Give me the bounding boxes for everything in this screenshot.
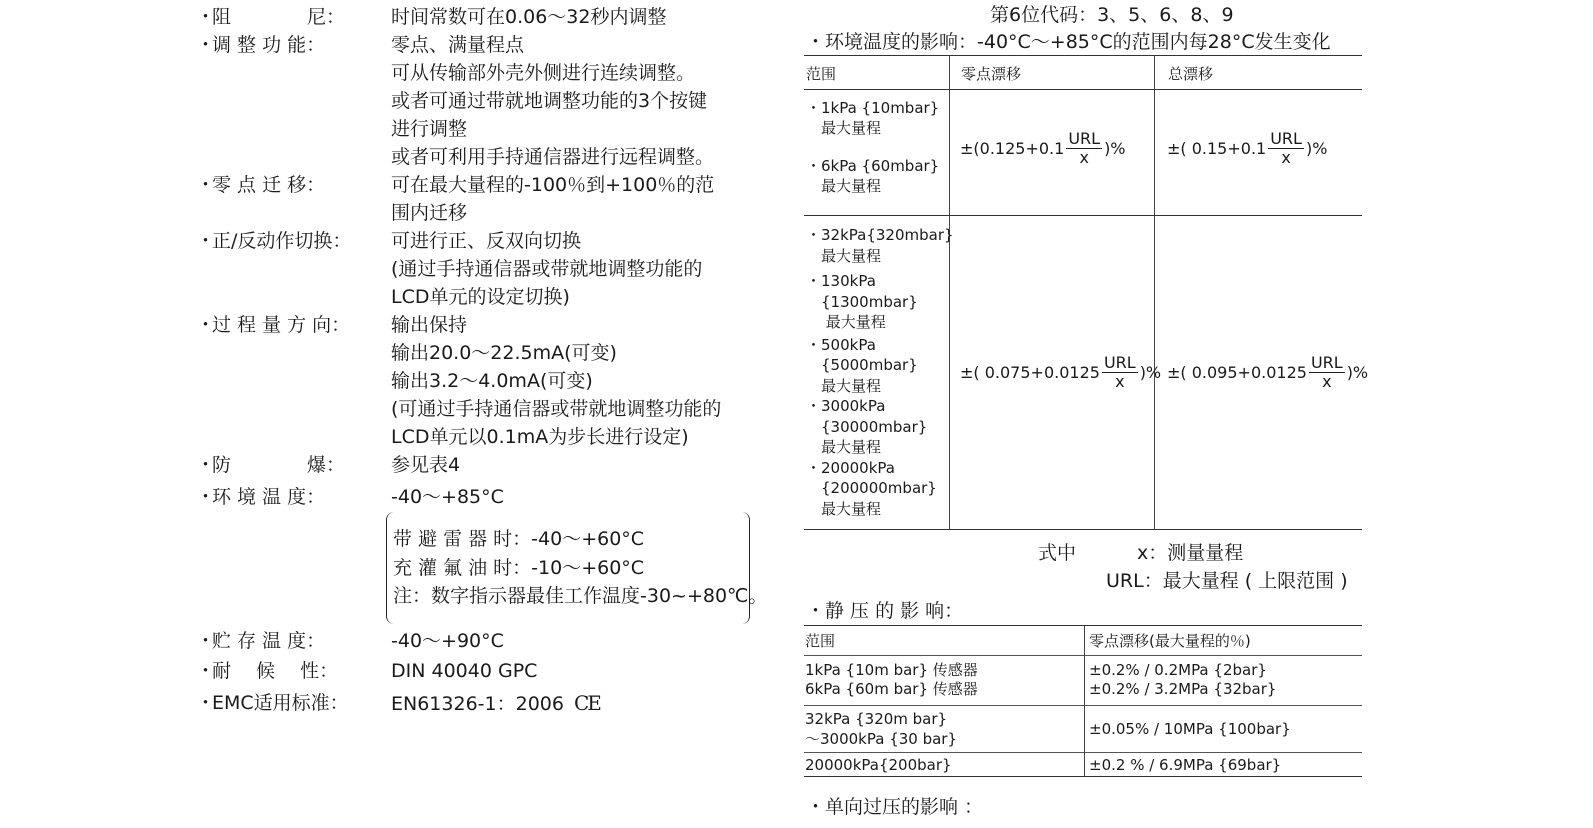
spec-line: 输出3.2～4.0mA(可变) bbox=[391, 370, 593, 392]
static-range bbox=[805, 709, 957, 749]
fraction bbox=[1066, 130, 1102, 167]
table-header: 范围 bbox=[805, 632, 836, 650]
range-line: {1300mbar} bbox=[806, 292, 918, 311]
range-cell bbox=[806, 98, 939, 196]
spec-label: 阻 尼： bbox=[212, 6, 346, 28]
range-line: 最大量程 bbox=[806, 499, 882, 518]
table-rule bbox=[804, 89, 1362, 90]
spec-label: 过 程 量 方 向： bbox=[212, 314, 351, 336]
value-line: ±0.05% / 10MPa {100bar} bbox=[1089, 720, 1291, 738]
spec-line: 可在最大量程的-100％到+100％的范 bbox=[391, 174, 715, 196]
where-label: 式中 bbox=[1038, 542, 1077, 564]
static-range bbox=[805, 661, 978, 699]
fraction-num: URL bbox=[1270, 129, 1302, 148]
range-line: {200000mbar} bbox=[806, 479, 937, 497]
static-value bbox=[1089, 661, 1276, 699]
range-line: ・500kPa bbox=[806, 335, 876, 354]
formula-text: )% bbox=[1104, 139, 1126, 158]
note-line: 充 灌 氟 油 时：-10～+60°C bbox=[393, 557, 645, 579]
range-line: ・130kPa bbox=[806, 272, 876, 290]
range-line: {5000mbar} bbox=[806, 356, 918, 374]
formula-zero-1 bbox=[960, 130, 1126, 167]
table-rule bbox=[804, 625, 1362, 626]
bullet: ・ bbox=[196, 34, 216, 56]
formula-text: )% bbox=[1305, 139, 1328, 158]
spec-line: 或者可利用手持通信器进行远程调整。 bbox=[391, 146, 715, 168]
range-line: 20000kPa{200bar} bbox=[805, 756, 952, 774]
table-rule bbox=[804, 776, 1362, 777]
static-value bbox=[1089, 719, 1291, 739]
table-rule bbox=[1084, 626, 1085, 776]
table-header: 总漂移 bbox=[1168, 65, 1214, 83]
where-url: URL：最大量程 ( 上限范围 ) bbox=[1106, 570, 1348, 592]
bullet: ・ bbox=[196, 630, 216, 652]
table-rule bbox=[1154, 56, 1155, 529]
fraction-num: URL bbox=[1310, 353, 1343, 372]
bullet: ・ bbox=[196, 230, 216, 252]
static-range bbox=[805, 755, 952, 775]
formula-text: ±(0.125+0.1 bbox=[960, 139, 1065, 158]
spec-value bbox=[391, 31, 811, 171]
spec-line: 进行调整 bbox=[391, 118, 468, 140]
formula-total-1 bbox=[1167, 130, 1327, 167]
table-rule bbox=[804, 705, 1362, 706]
spec-label: 零 点 迁 移： bbox=[212, 174, 326, 196]
bullet: ・ bbox=[196, 174, 216, 196]
spec-line: 或者可通过带就地调整功能的3个按键 bbox=[391, 90, 708, 112]
spec-line: -40～+90°C bbox=[391, 630, 504, 652]
table-rule bbox=[804, 655, 1362, 656]
formula-text: )% bbox=[1139, 363, 1162, 382]
fraction bbox=[1102, 354, 1138, 391]
spec-label: 耐 候 性： bbox=[212, 660, 339, 682]
spec-line bbox=[391, 689, 811, 717]
range-line: 最大量程 bbox=[806, 246, 882, 265]
range-line: {30000mbar} bbox=[806, 417, 928, 436]
bullet: ・ bbox=[196, 486, 216, 508]
spec-label: 防 爆： bbox=[212, 454, 346, 476]
temp-effect-title: ・环境温度的影响：-40°C～+85°C的范围内每28°C发生变化 bbox=[806, 31, 1331, 53]
spec-line: 参见表4 bbox=[391, 454, 461, 476]
spec-value bbox=[391, 311, 811, 451]
spec-line: 输出20.0～22.5mA(可变) bbox=[391, 342, 617, 364]
fraction-num: URL bbox=[1068, 129, 1101, 148]
spec-label: EMC适用标准： bbox=[212, 692, 349, 714]
spec-line: LCD单元的设定切换) bbox=[391, 286, 570, 308]
spec-line: (可通过手持通信器或带就地调整功能的 bbox=[391, 398, 722, 420]
range-line: ・3000kPa bbox=[806, 397, 886, 415]
value-line: ±0.2 % / 6.9MPa {69bar} bbox=[1089, 756, 1282, 774]
fraction-den: x bbox=[1115, 372, 1125, 391]
range-line: 6kPa {60m bar} 传感器 bbox=[805, 680, 978, 698]
fraction-den: x bbox=[1281, 148, 1291, 167]
range-line: 1kPa {10m bar} 传感器 bbox=[805, 661, 978, 679]
spec-line: LCD单元以0.1mA为步长进行设定) bbox=[391, 426, 689, 448]
spec-value bbox=[391, 627, 811, 655]
table-header: 范围 bbox=[806, 65, 837, 83]
fraction-num: URL bbox=[1103, 353, 1136, 372]
spec-label: 贮 存 温 度： bbox=[212, 630, 326, 652]
range-line: ・20000kPa bbox=[806, 458, 895, 477]
spec-line: (通过手持通信器或带就地调整功能的 bbox=[391, 258, 703, 280]
fraction-den: x bbox=[1322, 372, 1332, 391]
table-rule bbox=[804, 529, 1362, 530]
table-rule bbox=[804, 752, 1362, 753]
emc-standard: EN61326-1：2006 bbox=[391, 693, 564, 715]
spec-line: -40～+85°C bbox=[391, 486, 504, 508]
range-line: 最大量程 bbox=[806, 177, 882, 195]
spec-value bbox=[391, 451, 811, 479]
table-header: 零点漂移(最大量程的％) bbox=[1089, 632, 1251, 650]
where-x: x：测量量程 bbox=[1137, 542, 1244, 564]
spec-line: 零点、满量程点 bbox=[391, 34, 525, 56]
spec-line: 可进行正、反双向切换 bbox=[391, 230, 582, 252]
overpressure-title: ・单向过压的影响 ： bbox=[806, 796, 984, 818]
formula-text: )% bbox=[1346, 363, 1369, 382]
static-pressure-title: ・静 压 的 影 响： bbox=[806, 600, 964, 622]
spec-line: DIN 40040 GPC bbox=[391, 660, 538, 682]
range-line: 最大量程 bbox=[806, 376, 882, 395]
spec-value bbox=[391, 171, 811, 227]
note-line: 带 避 雷 器 时：-40～+60°C bbox=[393, 528, 645, 550]
spec-value bbox=[391, 3, 811, 31]
range-line: 32kPa {320m bar} bbox=[805, 710, 948, 728]
spec-value bbox=[391, 657, 811, 685]
spec-line: 围内迁移 bbox=[391, 202, 468, 224]
ce-mark-icon: CE bbox=[573, 691, 600, 715]
spec-label: 正/反动作切换： bbox=[212, 230, 352, 252]
table-rule bbox=[804, 215, 1362, 216]
bullet: ・ bbox=[196, 454, 216, 476]
table-header: 零点漂移 bbox=[961, 65, 1022, 83]
value-line: ±0.2% / 0.2MPa {2bar} bbox=[1089, 661, 1267, 679]
bullet: ・ bbox=[196, 314, 216, 336]
spec-value bbox=[391, 689, 811, 717]
range-line: 最大量程 bbox=[806, 313, 886, 331]
range-line: ・6kPa {60mbar} bbox=[806, 157, 940, 175]
spec-line: 时间常数可在0.06～32秒内调整 bbox=[391, 6, 667, 28]
spec-line: 可从传输部外壳外侧进行连续调整。 bbox=[391, 62, 696, 84]
table-rule bbox=[804, 55, 1362, 56]
bullet: ・ bbox=[196, 692, 216, 714]
range-line: 最大量程 bbox=[806, 119, 882, 137]
spec-label: 调 整 功 能： bbox=[212, 34, 326, 56]
formula-text: ±( 0.15+0.1 bbox=[1167, 139, 1267, 158]
value-line: ±0.2% / 3.2MPa {32bar} bbox=[1089, 680, 1277, 698]
range-cell bbox=[806, 225, 954, 519]
formula-zero-2 bbox=[960, 354, 1161, 391]
formula-text: ±( 0.095+0.0125 bbox=[1167, 363, 1307, 382]
bullet: ・ bbox=[196, 6, 216, 28]
range-line: 最大量程 bbox=[806, 438, 882, 456]
fraction bbox=[1309, 354, 1345, 391]
formula-total-2 bbox=[1167, 354, 1368, 391]
fraction bbox=[1268, 130, 1304, 167]
spec-label: 环 境 温 度： bbox=[212, 486, 326, 508]
note-line: 注：数字指示器最佳工作温度-30~+80℃。 bbox=[393, 585, 768, 607]
spec-value bbox=[391, 227, 811, 311]
range-line: ・1kPa {10mbar} bbox=[806, 99, 940, 117]
code6-line: 第6位代码：3、5、6、8、9 bbox=[990, 4, 1234, 26]
bullet: ・ bbox=[196, 660, 216, 682]
fraction-den: x bbox=[1079, 148, 1089, 167]
spec-value bbox=[391, 483, 811, 511]
range-line: ～3000kPa {30 bar} bbox=[805, 730, 958, 748]
spec-line: 输出保持 bbox=[391, 314, 468, 336]
static-value bbox=[1089, 755, 1281, 775]
formula-text: ±( 0.075+0.0125 bbox=[960, 363, 1100, 382]
range-line: ・32kPa{320mbar} bbox=[806, 226, 954, 244]
ambient-note-box bbox=[386, 512, 768, 624]
